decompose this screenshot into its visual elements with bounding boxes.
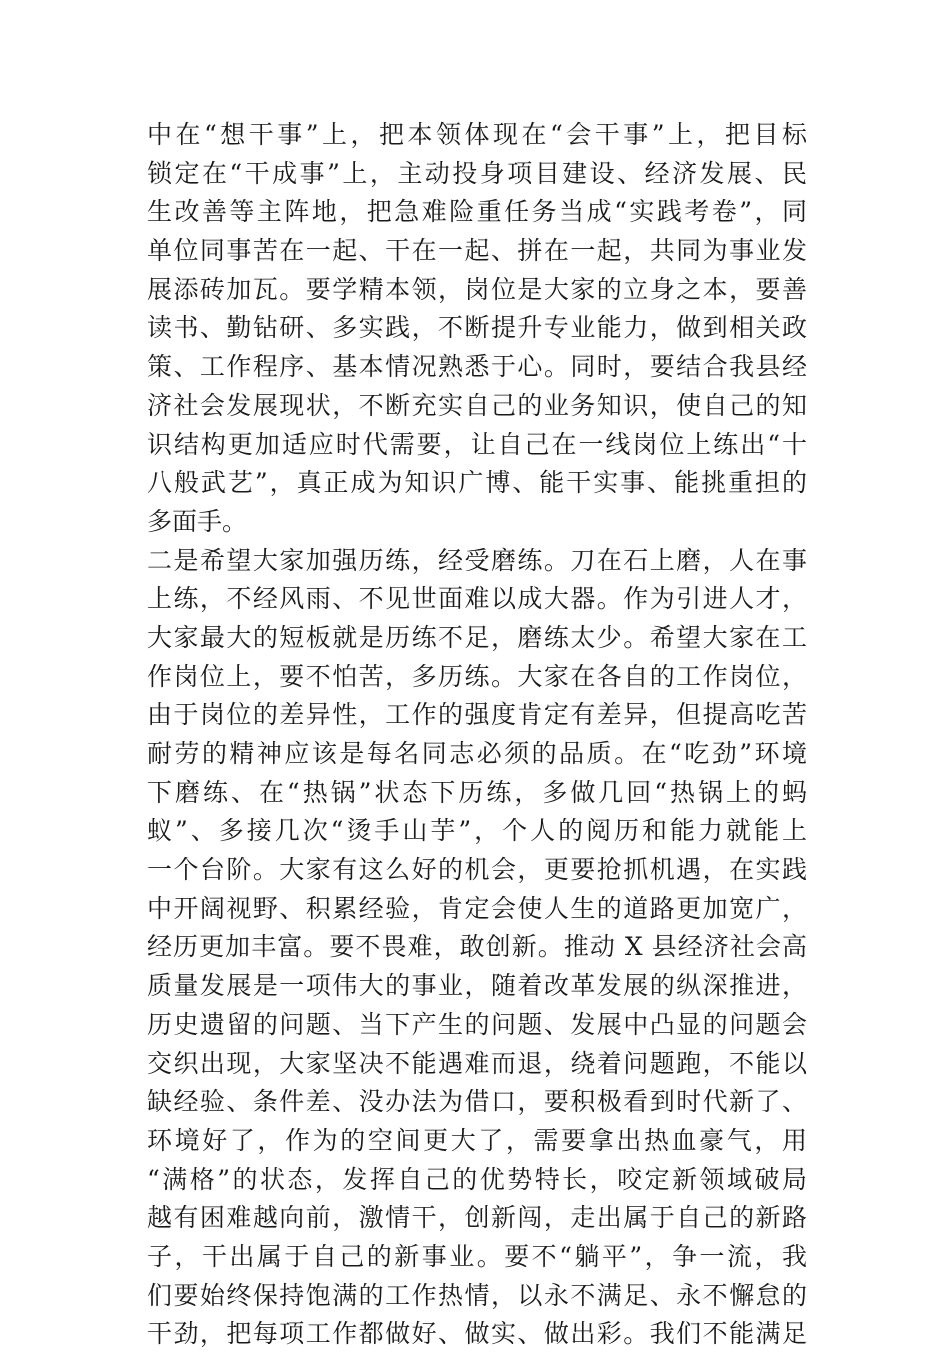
text-line: 交织出现，大家坚决不能遇难而退，绕着问题跑，不能以 [147, 1048, 807, 1078]
text-line: 们要始终保持饱满的工作热情，以永不满足、永不懈怠的 [147, 1280, 807, 1310]
text-line: 中在“想干事”上，把本领体现在“会干事”上，把目标 [147, 120, 807, 149]
text-line: 下磨练、在“热锅”状态下历练，多做几回“热锅上的蚂 [147, 777, 807, 807]
text-line: 大家最大的短板就是历练不足，磨练太少。希望大家在工 [147, 622, 807, 652]
text-line: 质量发展是一项伟大的事业，随着改革发展的纵深推进， [147, 971, 807, 1001]
text-line: “满格”的状态，发挥自己的优势特长，咬定新领域破局 [147, 1164, 807, 1194]
text-line: 读书、勤钻研、多实践，不断提升专业能力，做到相关政 [147, 313, 807, 343]
text-line: 锁定在“干成事”上，主动投身项目建设、经济发展、民 [147, 158, 807, 188]
text-line: 识结构更加适应时代需要，让自己在一线岗位上练出“十 [147, 429, 807, 459]
text-line: 生改善等主阵地，把急难险重任务当成“实践考卷”，同 [147, 197, 807, 227]
text-line: 一个台阶。大家有这么好的机会，更要抢抓机遇，在实践 [147, 855, 807, 885]
text-line: 策、工作程序、基本情况熟悉于心。同时，要结合我县经 [147, 352, 807, 382]
text-line: 越有困难越向前，激情干，创新闯，走出属于自己的新路 [147, 1203, 807, 1233]
text-line: 环境好了，作为的空间更大了，需要拿出热血豪气，用 [147, 1125, 807, 1155]
text-line: 由于岗位的差异性，工作的强度肯定有差异，但提高吃苦 [147, 700, 807, 730]
text-line: 缺经验、条件差、没办法为借口，要积极看到时代新了、 [147, 1087, 807, 1117]
text-line: 子，干出属于自己的新事业。要不“躺平”，争一流，我 [147, 1241, 807, 1271]
text-line: 中开阔视野、积累经验，肯定会使人生的道路更加宽广， [147, 893, 807, 923]
text-line: 作岗位上，要不怕苦，多历练。大家在各自的工作岗位， [147, 661, 807, 691]
text-line: 蚁”、多接几次“烫手山芋”，个人的阅历和能力就能上 [147, 816, 807, 846]
body-text [147, 116, 807, 1354]
text-line: 经历更加丰富。要不畏难，敢创新。推动 X 县经济社会高 [147, 932, 807, 962]
text-line: 八般武艺”，真正成为知识广博、能干实事、能挑重担的 [147, 468, 807, 498]
text-line: 耐劳的精神应该是每名同志必须的品质。在“吃劲”环境 [147, 739, 807, 768]
text-line: 二是希望大家加强历练，经受磨练。刀在石上磨，人在事 [147, 545, 807, 575]
text-line: 历史遗留的问题、当下产生的问题、发展中凸显的问题会 [147, 1009, 807, 1039]
text-line: 展添砖加瓦。要学精本领，岗位是大家的立身之本，要善 [147, 274, 807, 304]
text-line: 干劲，把每项工作都做好、做实、做出彩。我们不能满足 [147, 1319, 807, 1349]
text-line: 多面手。 [147, 506, 248, 536]
text-line: 济社会发展现状，不断充实自己的业务知识，使自己的知 [147, 390, 807, 420]
text-line: 上练，不经风雨、不见世面难以成大器。作为引进人才， [147, 584, 807, 614]
text-line: 单位同事苦在一起、干在一起、拼在一起，共同为事业发 [147, 236, 807, 266]
